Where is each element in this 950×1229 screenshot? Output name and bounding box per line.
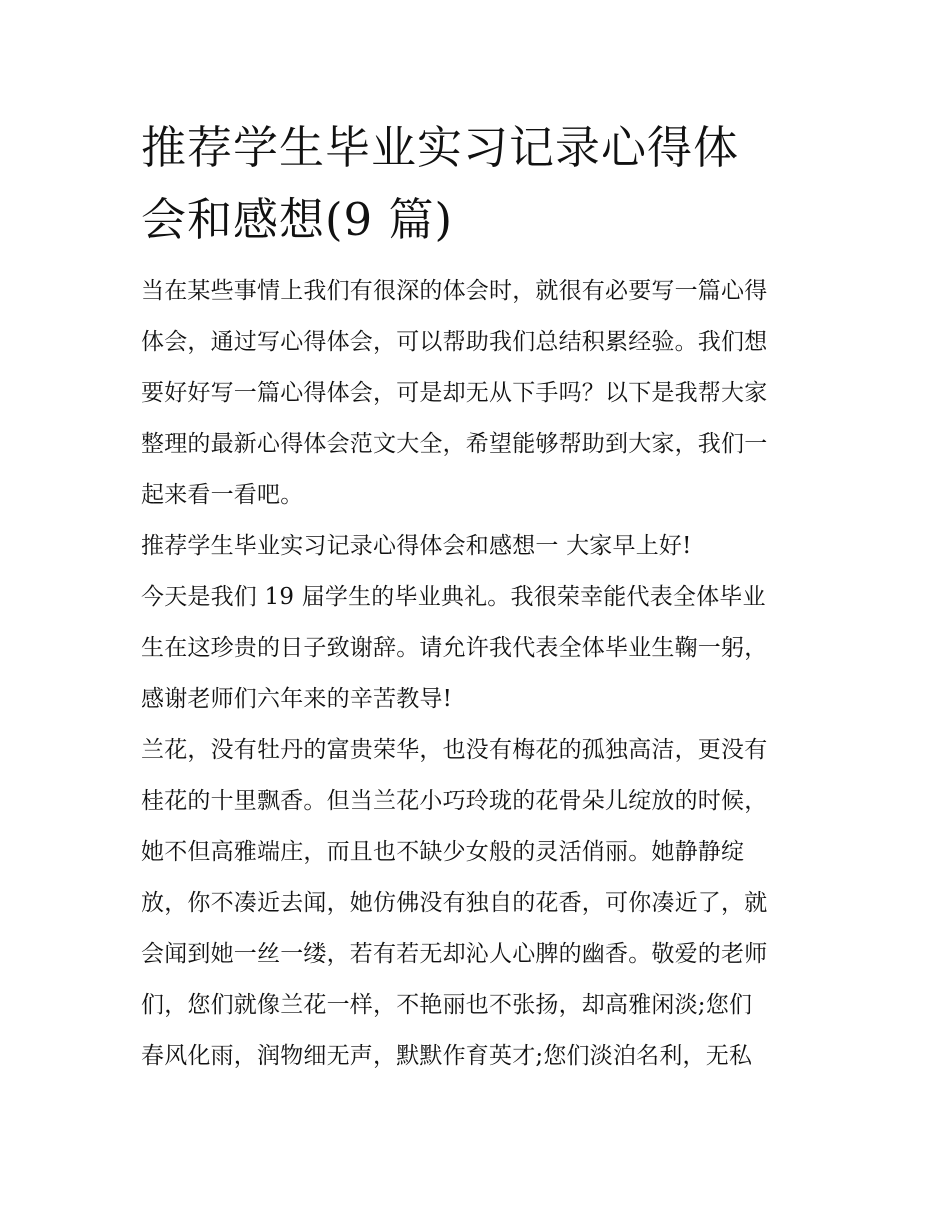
body-line: 会闻到她一丝一缕，若有若无却沁人心脾的幽香。敬爱的老师 <box>141 941 768 967</box>
document-content <box>141 112 821 1082</box>
body-line: 今天是我们 19 届学生的毕业典礼。我很荣幸能代表全体毕业 <box>141 584 766 610</box>
section-heading-line: 推荐学生毕业实习记录心得体会和感想一 大家早上好! <box>141 533 692 559</box>
body-line: 们，您们就像兰花一样，不艳丽也不张扬，却高雅闲淡;您们 <box>141 992 753 1018</box>
body-line: 要好好写一篇心得体会，可是却无从下手吗？以下是我帮大家 <box>141 380 768 406</box>
title-line: 会和感想(9 篇) <box>141 193 454 246</box>
body-line: 兰花，没有牡丹的富贵荣华，也没有梅花的孤独高洁，更没有 <box>141 737 768 763</box>
document-title <box>141 112 821 256</box>
body-line: 整理的最新心得体会范文大全，希望能够帮助到大家，我们一 <box>141 431 768 457</box>
document-body <box>141 266 821 1082</box>
body-line: 当在某些事情上我们有很深的体会时，就很有必要写一篇心得 <box>141 278 768 304</box>
body-line: 体会，通过写心得体会，可以帮助我们总结积累经验。我们想 <box>141 329 768 355</box>
body-line: 生在这珍贵的日子致谢辞。请允许我代表全体毕业生鞠一躬， <box>141 635 768 661</box>
body-line: 她不但高雅端庄，而且也不缺少女般的灵活俏丽。她静静绽 <box>141 839 745 865</box>
body-line: 起来看一看吧。 <box>141 482 304 508</box>
body-line: 春风化雨，润物细无声，默默作育英才;您们淡泊名利，无私 <box>141 1043 753 1069</box>
body-line: 桂花的十里飘香。但当兰花小巧玲珑的花骨朵儿绽放的时候， <box>141 788 768 814</box>
body-line: 放，你不凑近去闻，她仿佛没有独自的花香，可你凑近了，就 <box>141 890 768 916</box>
body-line: 感谢老师们六年来的辛苦教导! <box>141 686 453 712</box>
title-line: 推荐学生毕业实习记录心得体 <box>141 121 740 174</box>
